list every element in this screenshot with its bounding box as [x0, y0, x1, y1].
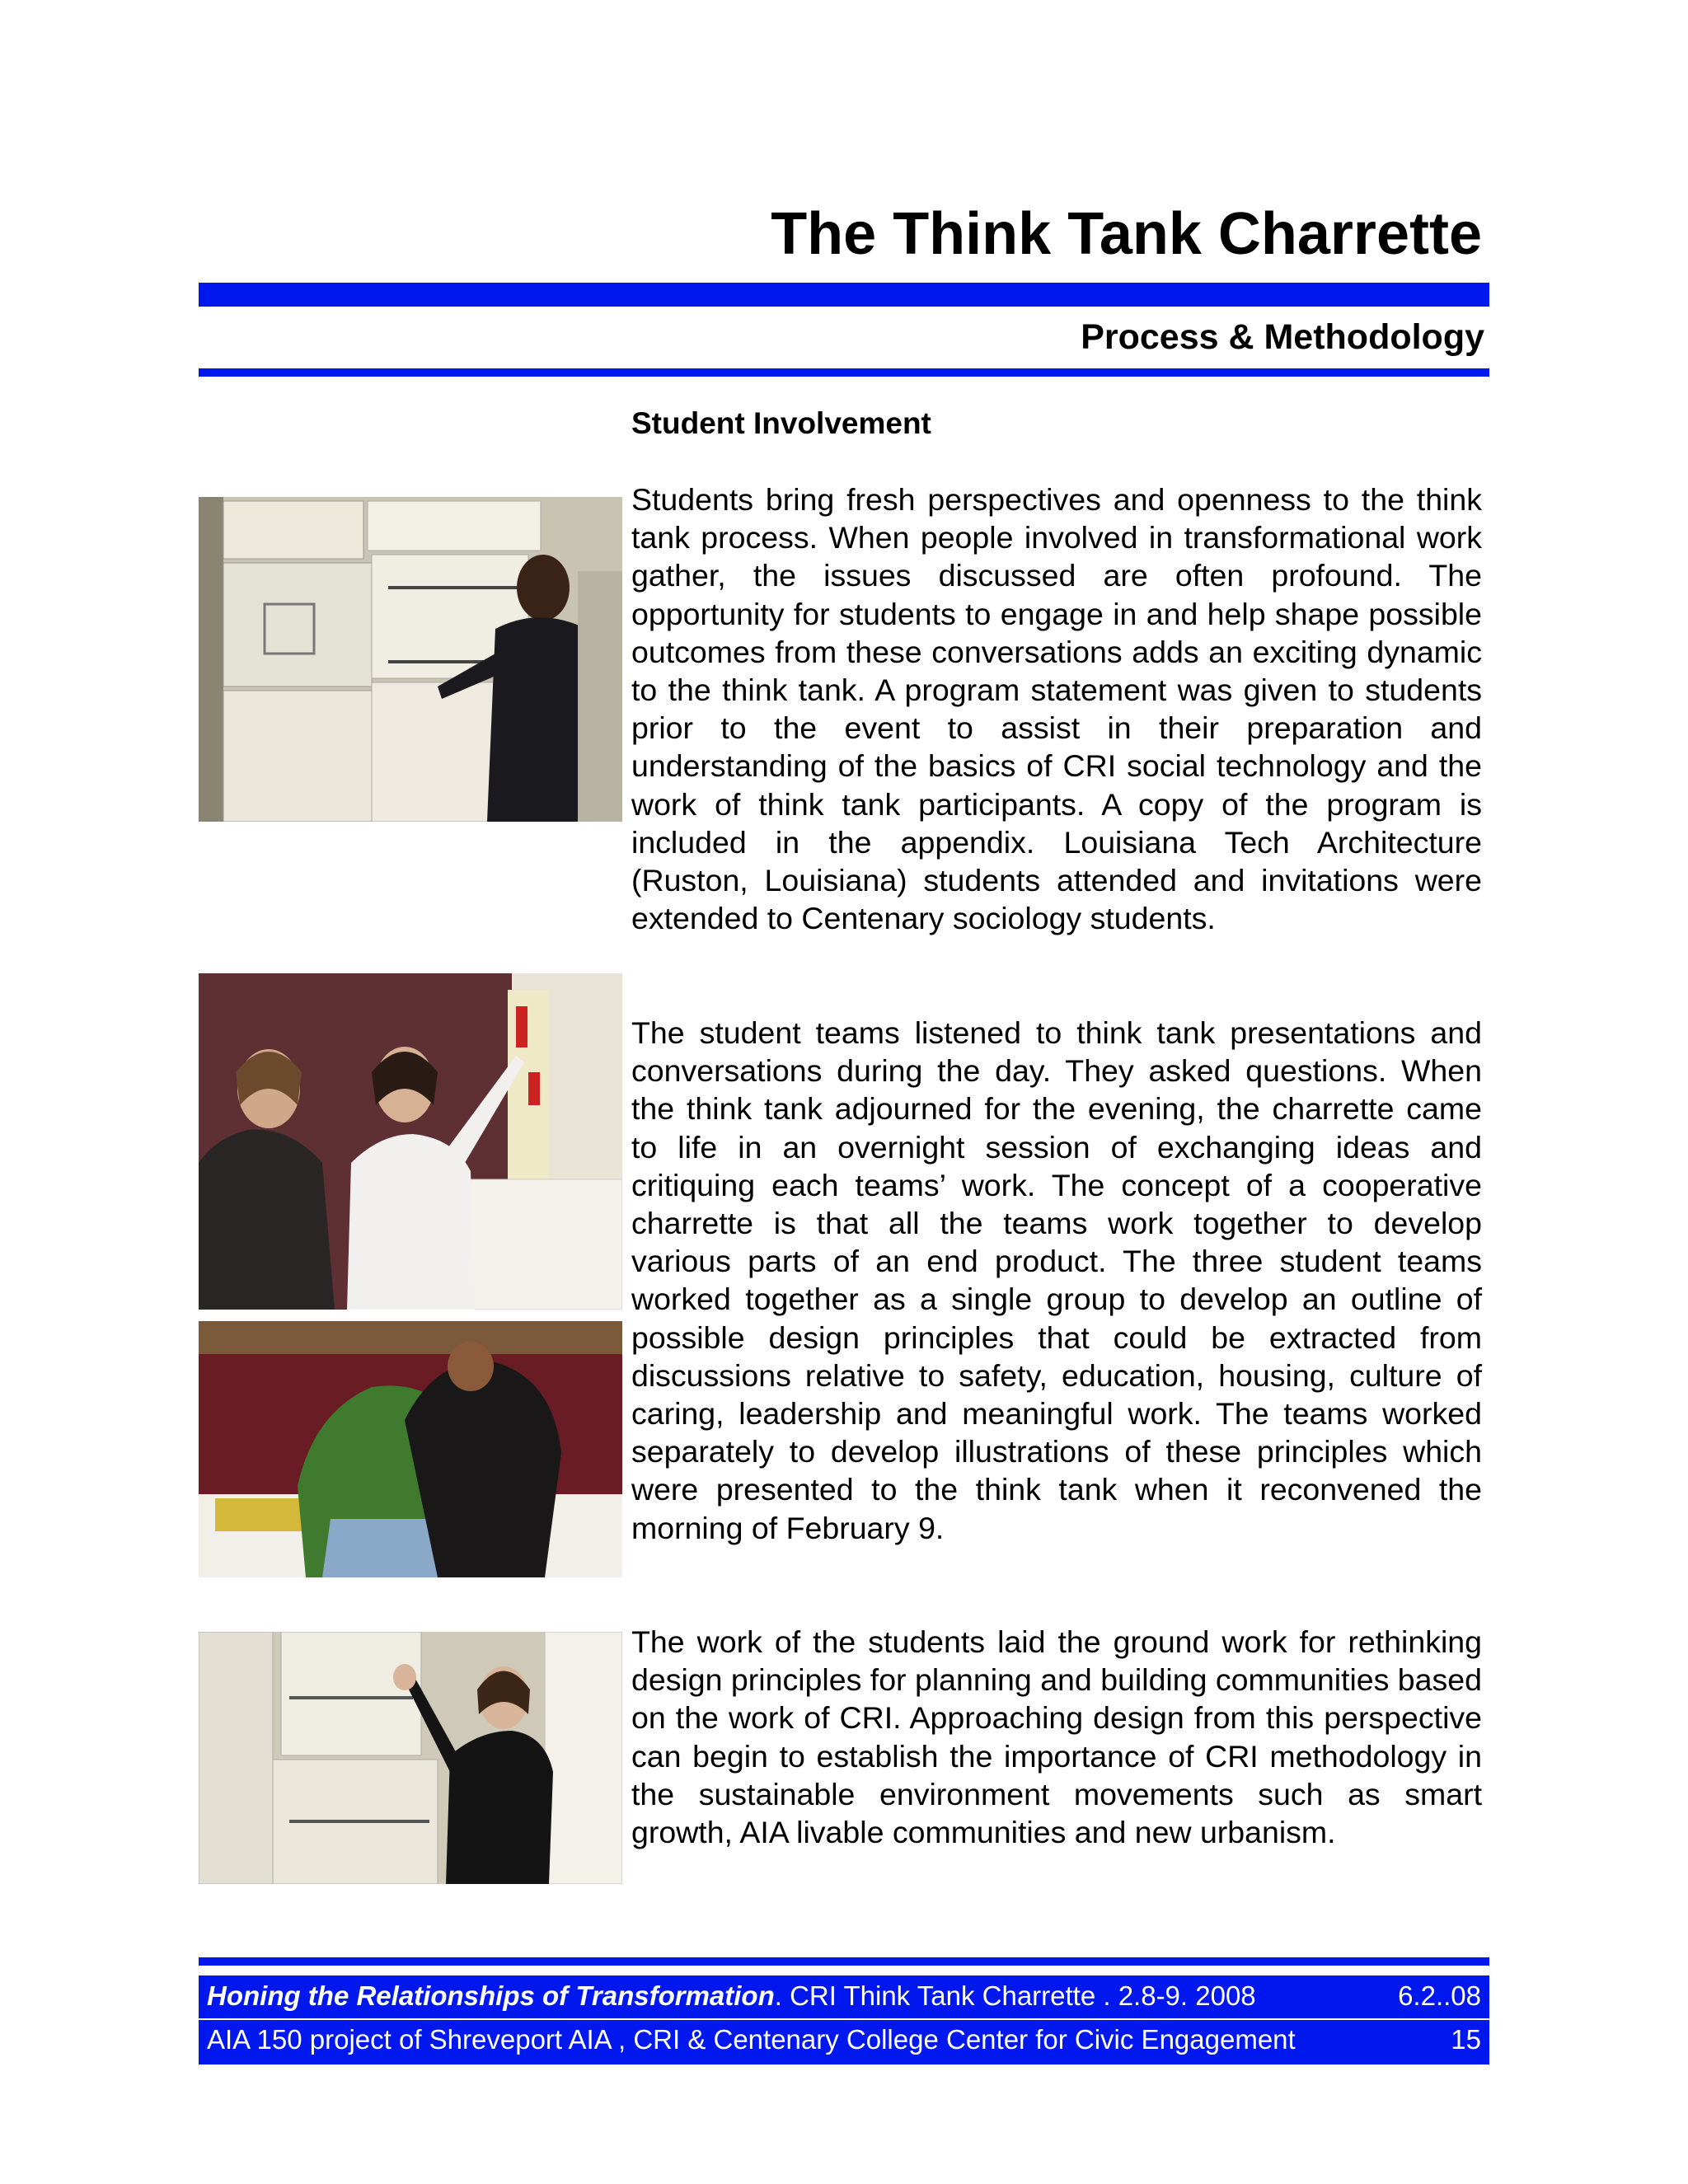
- body-paragraph: The student teams listened to think tank presentations and conversations during the day. They asked questions. When the think tank adjourned for the evening, the charrette came to life in an overnight session of exchanging ideas and critiquing each teams’ work. The concept of a cooperative charrette is that all the teams work together to develop various parts of an end product. The three student teams worked together as a single group to develop an outline of possible design principles that could be extracted from discussions relative to safety, education, housing, culture of caring, leadership and meaningful work. The teams worked separately to develop illustrations of these principles which were presented to the think tank when it reconvened the morning of February 9.: [631, 1015, 1482, 1545]
- event-line: . CRI Think Tank Charrette . 2.8-9. 2008: [774, 1980, 1256, 2011]
- footer-divider-rule: [199, 1957, 1489, 1966]
- section-heading: Student Involvement: [631, 406, 931, 440]
- page-footer: [199, 1975, 1489, 2064]
- publication-title: Honing the Relationships of Transformation: [207, 1980, 775, 2011]
- subtitle-divider-rule: [199, 368, 1489, 377]
- footer-publication-row: [207, 1975, 1481, 2017]
- page-number: 15: [1451, 2024, 1481, 2055]
- project-line: AIA 150 project of Shreveport AIA , CRI & Centenary College Center for Civic Engagement: [207, 2024, 1296, 2055]
- body-paragraph: The work of the students laid the ground work for rethinking design principles for planning and building communities based on the work of CRI. Approaching design from this perspective can begin to establish the importance of CRI methodology in the sustainable environment movements such as smart growth, AIA livable communities and new urbanism.: [631, 1624, 1482, 1850]
- photo-student-gesturing: [199, 1632, 622, 1884]
- photo-student-presenting: [199, 497, 622, 822]
- photo-students-at-board: [199, 973, 622, 1310]
- section-subtitle: Process & Methodology: [1081, 317, 1484, 357]
- body-paragraph: Students bring fresh perspectives and openness to the think tank process. When people involved in transformational work gather, the issues discussed are often profound. The opportunity for students to engage in and help shape possible outcomes from these conversations adds an exciting dynamic to the think tank. A program statement was given to students prior to the event to assist in their preparation and understanding of the basics of CRI social technology and the work of think tank participants. A copy of the program is included in the appendix. Louisiana Tech Architecture (Ruston, Louisiana) students attended and invitations were extended to Centenary sociology students.: [631, 482, 1482, 936]
- page-title: The Think Tank Charrette: [771, 201, 1482, 267]
- footer-project-row: [207, 2019, 1481, 2060]
- title-divider-rule: [199, 283, 1489, 307]
- photo-students-at-table: [199, 1321, 622, 1577]
- footer-date: 6.2..08: [1398, 1980, 1481, 2011]
